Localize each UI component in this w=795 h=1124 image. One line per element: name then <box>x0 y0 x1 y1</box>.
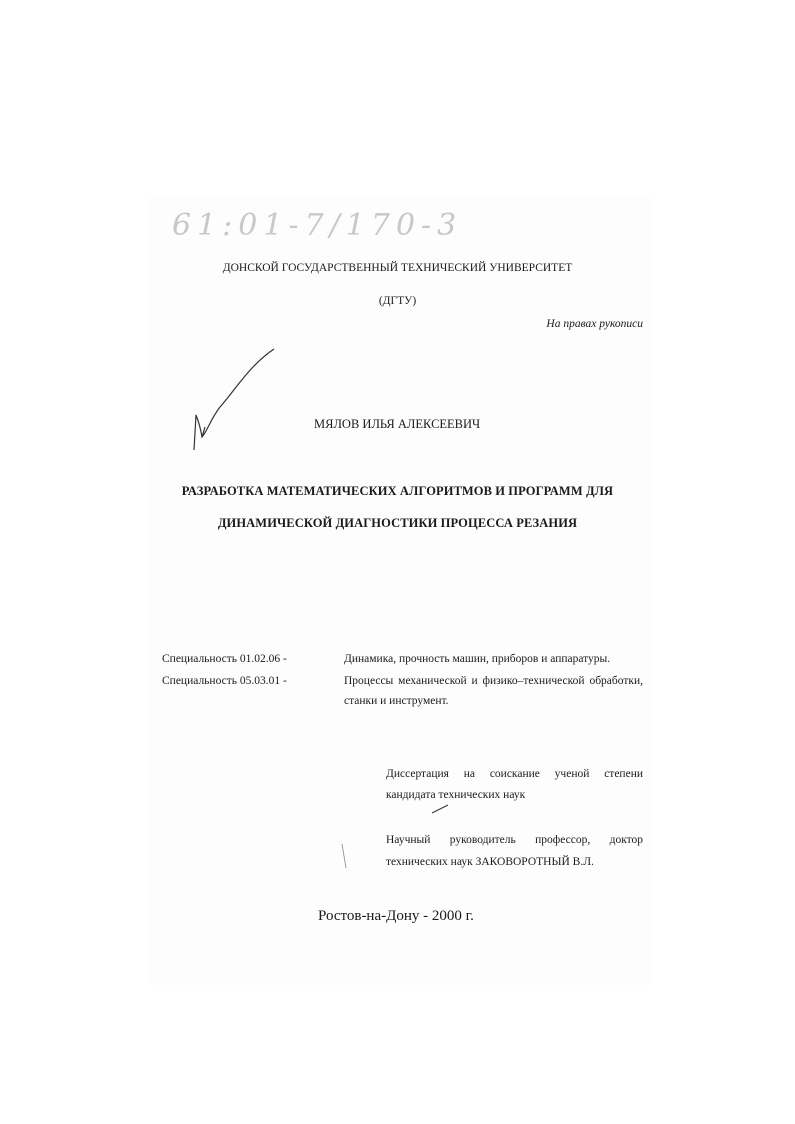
specialty-code: Специальность 01.02.06 - <box>162 653 287 665</box>
author-name: МЯЛОВ ИЛЬЯ АЛЕКСЕЕВИЧ <box>314 417 481 431</box>
dissertation-degree-line1: Диссертация на соискание ученой степени <box>386 768 643 780</box>
thesis-title-line2: ДИНАМИЧЕСКОЙ ДИАГНОСТИКИ ПРОЦЕССА РЕЗАНИЯ <box>217 516 578 530</box>
signature-icon <box>180 345 280 455</box>
university-name: ДОНСКОЙ ГОСУДАРСТВЕННЫЙ ТЕХНИЧЕСКИЙ УНИВЕРСИТЕТ <box>222 262 573 274</box>
advisor-line1: Научный руководитель профессор, доктор <box>386 834 643 846</box>
manuscript-rights: На правах рукописи <box>546 318 643 330</box>
dissertation-degree-line2: кандидата технических наук <box>386 789 526 801</box>
pen-mark-icon <box>340 842 350 872</box>
thesis-title-line1: РАЗРАБОТКА МАТЕМАТИЧЕСКИХ АЛГОРИТМОВ И ПРОГРАММ ДЛЯ <box>181 484 614 498</box>
specialty-name-continued: станки и инструмент. <box>344 695 449 707</box>
specialty-name: Динамика, прочность машин, приборов и аппаратуры. <box>344 653 611 665</box>
specialty-name: Процессы механической и физико–технической обработки, <box>344 675 643 687</box>
university-abbreviation: (ДГТУ) <box>378 295 417 307</box>
advisor-line2: технических наук ЗАКОВОРОТНЫЙ В.Л. <box>386 856 594 868</box>
specialty-code: Специальность 05.03.01 - <box>162 675 287 687</box>
pen-stroke-icon <box>430 804 450 814</box>
city-year: Ростов-на-Дону - 2000 г. <box>318 908 474 924</box>
archive-handwritten-mark: 61:01-7/170-3 <box>172 208 463 243</box>
